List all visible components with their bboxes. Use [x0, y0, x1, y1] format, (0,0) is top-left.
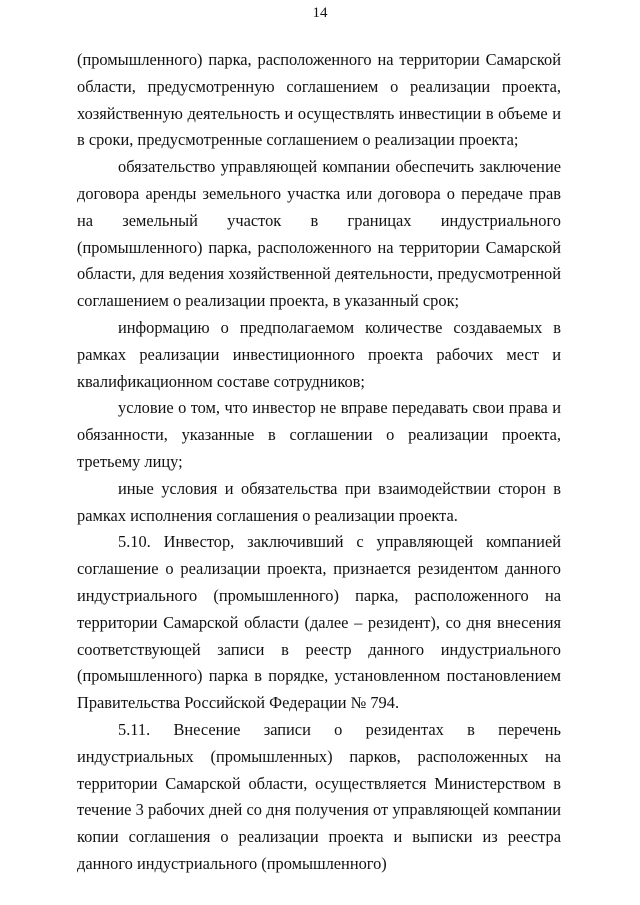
page-number: 14	[312, 5, 328, 21]
document-body	[77, 47, 561, 878]
paragraph-7: 5.11. Внесение записи о резидентах в перечень индустриальных (промышленных) парков, расположенных на территории Самарской области, осуществляется Министерством в течение 3 рабочих дней со дня получения от управляющей компании копии соглашения о реализации проекта и выписки из реестра данного индустриального (промышленного)	[77, 719, 561, 873]
paragraph-3: информацию о предполагаемом количестве создаваемых в рамках реализации инвестиционного проекта рабочих мест и квалификационном составе сотрудников;	[77, 317, 561, 391]
paragraph-4: условие о том, что инвестор не вправе передавать свои права и обязанности, указанные в соглашении о реализации проекта, третьему лицу;	[77, 398, 561, 471]
paragraph-6: 5.10. Инвестор, заключивший с управляющей компанией соглашение о реализации проекта, признается резидентом данного индустриального (промышленного) парка, расположенного на территории Самарской области (далее – резидент), со дня внесения соответствующей записи в реестр данного индустриального (промышленного) парка в порядке, установленном постановлением Правительства Российской Федерации № 794.	[77, 532, 561, 713]
paragraph-2: обязательство управляющей компании обеспечить заключение договора аренды земельного участка или договора о передаче прав на земельный участок в границах индустриального (промышленного) парка, расположенного на территории Самарской области, для ведения хозяйственной деятельности, предусмотренной соглашением о реализации проекта, в указанный срок;	[77, 157, 561, 311]
paragraph-1: (промышленного) парка, расположенного на территории Самарской области, предусмотренную соглашением о реализации проекта, хозяйственную деятельность и осуществлять инвестиции в объеме и в сроки, предусмотренные соглашением о реализации проекта;	[77, 50, 561, 150]
paragraph-5: иные условия и обязательства при взаимодействии сторон в рамках исполнения соглашения о реализации проекта.	[77, 478, 561, 525]
